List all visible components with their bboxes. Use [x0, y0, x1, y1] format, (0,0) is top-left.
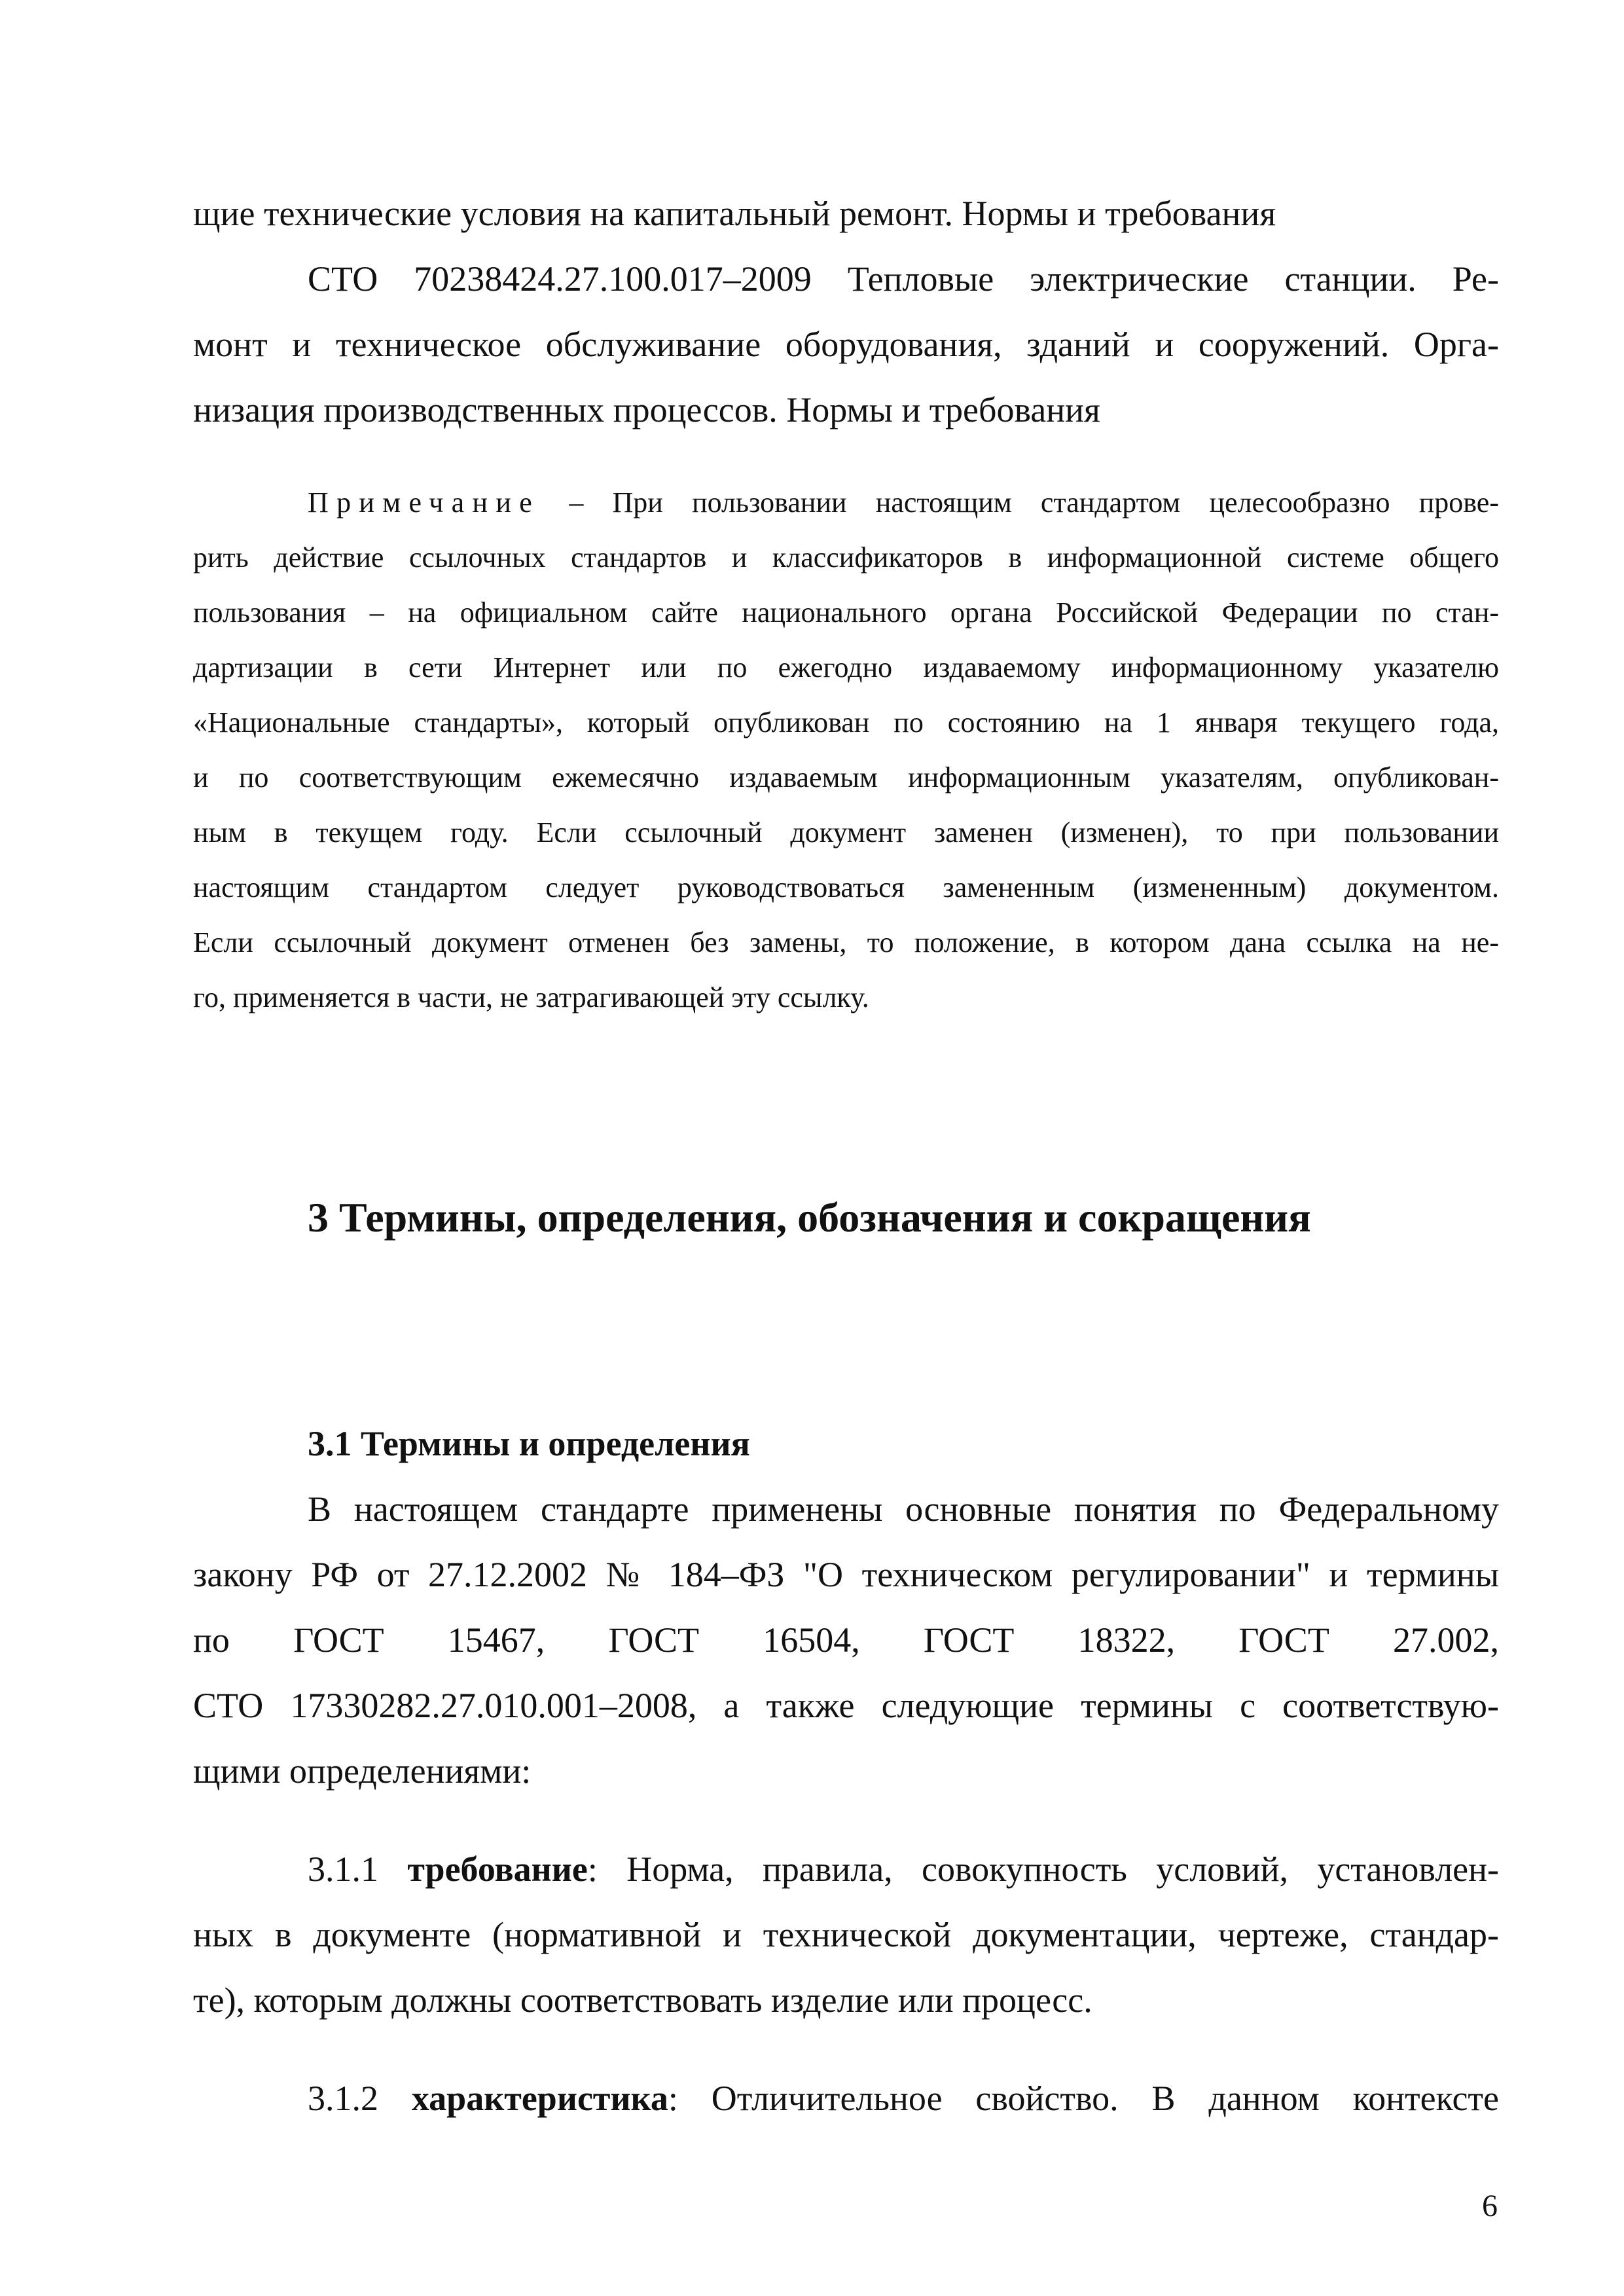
subsection-heading: 3.1 Термины и определения	[308, 1424, 750, 1463]
text-line: щими определениями:	[193, 1751, 532, 1791]
text-line: щие технические условия на капитальный ремонт. Нормы и требования	[193, 194, 1276, 233]
section-heading: 3 Термины, определения, обозначения и сокращения	[308, 1194, 1311, 1241]
term-definition: : Отличительное свойство. В данном контексте	[668, 2079, 1499, 2118]
term-definition: : Норма, правила, совокупность условий, установлен-	[587, 1850, 1499, 1889]
note-line: и по соответствующим ежемесячно издаваемым информационным указателям, опубликован-	[193, 761, 1499, 793]
note-line: рить действие ссылочных стандартов и классификаторов в информационной системе общего	[193, 541, 1499, 574]
text-line: монт и техническое обслуживание оборудования, зданий и сооружений. Орга-	[193, 325, 1499, 364]
term-number: 3.1.2	[308, 2079, 412, 2118]
text-line: закону РФ от 27.12.2002 № 184–ФЗ "О техническом регулировании" и термины	[193, 1555, 1499, 1594]
note-line: дартизации в сети Интернет или по ежегодно издаваемому информационному указателю	[193, 651, 1499, 683]
note-line: го, применяется в части, не затрагивающей эту ссылку.	[193, 981, 869, 1013]
text-line: СТО 17330282.27.010.001–2008, а также следующие термины с соответствую-	[193, 1686, 1499, 1725]
note-line: настоящим стандартом следует руководствоваться замененным (измененным) документом.	[193, 871, 1499, 903]
term-number: 3.1.1	[308, 1850, 408, 1889]
text-line: низация производственных процессов. Нормы и требования	[193, 390, 1100, 429]
note-label: Примечание	[308, 486, 541, 519]
text-line: по ГОСТ 15467, ГОСТ 16504, ГОСТ 18322, ГОСТ 27.002,	[193, 1620, 1499, 1660]
term-line	[308, 2066, 1499, 2131]
note-line: пользования – на официальном сайте национального органа Российской Федерации по стан-	[193, 596, 1499, 629]
text-line: ных в документе (нормативной и технической документации, чертеже, стандар-	[193, 1915, 1499, 1954]
note-line	[308, 475, 1499, 530]
text-line: В настоящем стандарте применены основные понятия по Федеральному	[308, 1489, 1499, 1529]
note-text: – При пользовании настоящим стандартом целесообразно прове-	[540, 486, 1499, 519]
note-line: «Национальные стандарты», который опубликован по состоянию на 1 января текущего года,	[193, 706, 1499, 738]
term-line	[308, 1836, 1499, 1902]
note-line: Если ссылочный документ отменен без замены, то положение, в котором дана ссылка на не-	[193, 926, 1499, 958]
page-number: 6	[1482, 2189, 1498, 2223]
term-name: требование	[407, 1850, 588, 1889]
note-line: ным в текущем году. Если ссылочный документ заменен (изменен), то при пользовании	[193, 816, 1499, 848]
text-line: те), которым должны соответствовать изделие или процесс.	[193, 1980, 1092, 2020]
term-name: характеристика	[411, 2079, 668, 2118]
text-line: СТО 70238424.27.100.017–2009 Тепловые электрические станции. Ре-	[308, 259, 1499, 299]
